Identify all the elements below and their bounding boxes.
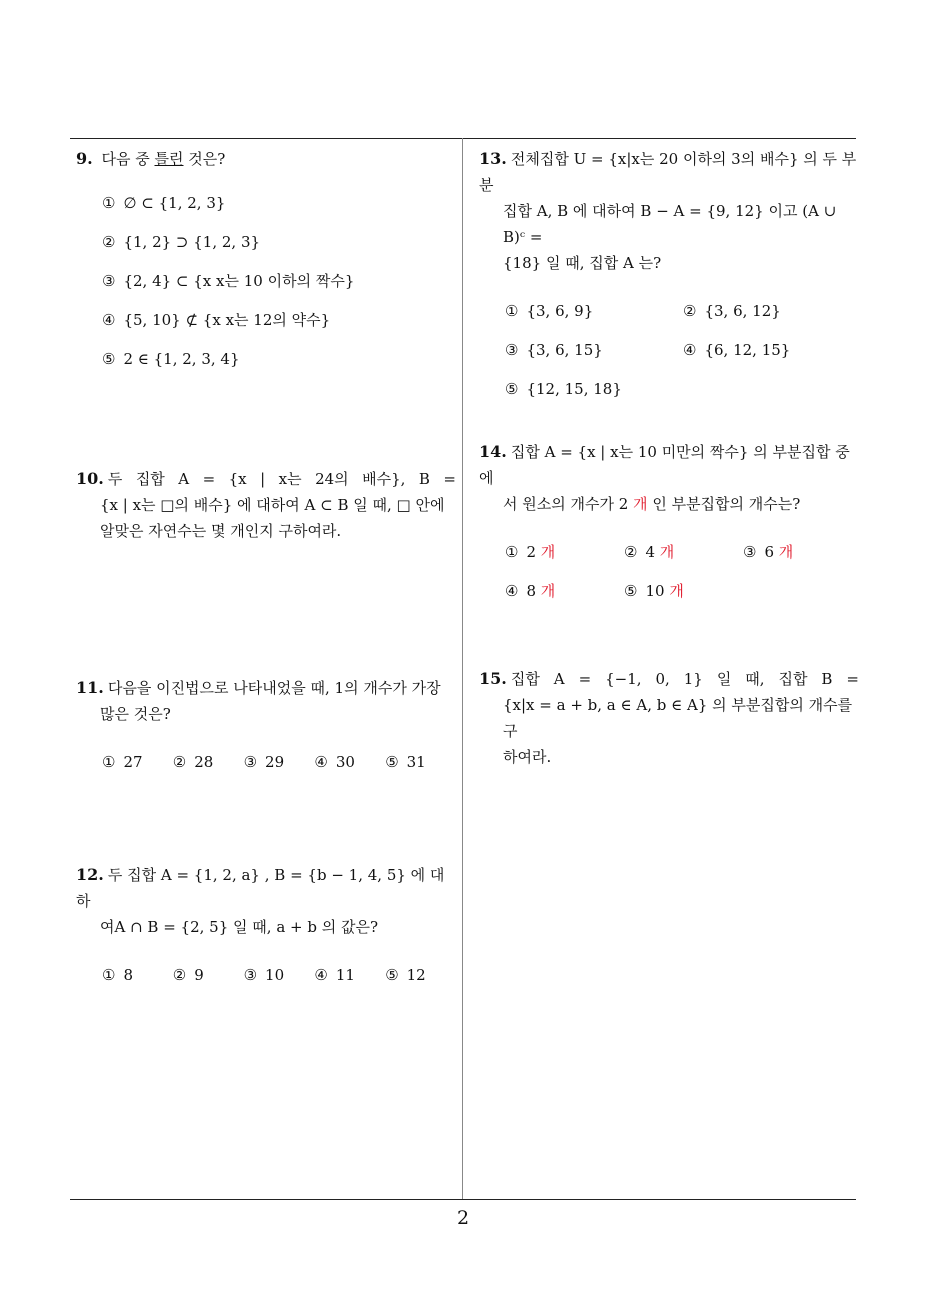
stem-emphasis: 틀린 <box>154 150 184 168</box>
stem-line: {x|x = a + b, a ∈ A, b ∈ A} 의 부분집합의 개수를 구 <box>503 696 853 740</box>
problem-number: 14. <box>479 442 507 461</box>
choice-list <box>479 539 861 604</box>
problem-number: 12. <box>76 865 104 884</box>
choice-item[interactable] <box>385 749 456 775</box>
stem-line: {18} 일 때, 집합 A 는? <box>503 254 662 272</box>
stem-line <box>76 466 456 492</box>
choice-text: 31 <box>406 753 426 771</box>
choice-mark: ① <box>505 302 519 320</box>
unit-text: 개 <box>540 543 556 561</box>
stem-line <box>479 146 861 198</box>
choice-item[interactable] <box>505 298 683 324</box>
choice-item[interactable] <box>102 307 456 346</box>
choice-mark: ① <box>505 543 519 561</box>
choice-text: 4 <box>645 543 660 561</box>
choice-mark: ⑤ <box>385 966 399 984</box>
choice-mark: ② <box>172 753 187 771</box>
stem-line: 하여라. <box>503 748 552 766</box>
choice-item[interactable] <box>743 539 862 565</box>
stem-line <box>479 666 859 692</box>
problem-12 <box>76 862 456 988</box>
choice-text: {3, 6, 15} <box>526 341 603 359</box>
choice-text: {1, 2} ⊃ {1, 2, 3} <box>123 233 261 251</box>
choice-text: 6 <box>764 543 779 561</box>
stem-text: 다음 중 <box>101 150 155 168</box>
choice-text: {3, 6, 9} <box>526 302 594 320</box>
problem-9-stem <box>76 146 456 172</box>
choice-text: {12, 15, 18} <box>526 380 622 398</box>
choice-text: 12 <box>406 966 426 984</box>
choice-list <box>76 749 456 775</box>
choice-text: 8 <box>526 582 541 600</box>
choice-item[interactable] <box>102 749 173 775</box>
choice-mark: ② <box>624 543 638 561</box>
choice-mark: ⑤ <box>102 350 116 368</box>
choice-text: 11 <box>335 966 355 984</box>
choice-item[interactable] <box>173 962 244 988</box>
page-number: 2 <box>456 1207 470 1229</box>
stem-line <box>76 862 456 914</box>
choice-item[interactable] <box>505 337 683 363</box>
problem-12-stem <box>76 862 456 940</box>
choice-item[interactable] <box>244 749 315 775</box>
problem-14 <box>479 439 861 604</box>
problem-15-stem <box>479 666 859 770</box>
column-divider <box>462 138 463 1199</box>
stem-text: 두 집합 A = {1, 2, a} , B = {b − 1, 4, 5} 에 대하 <box>76 866 445 910</box>
bottom-rule <box>70 1199 856 1200</box>
choice-mark: ④ <box>505 582 519 600</box>
unit-text: 개 <box>778 543 794 561</box>
choice-mark: ④ <box>314 966 328 984</box>
choice-mark: ④ <box>102 311 116 329</box>
choice-text: 10 <box>265 966 285 984</box>
choice-mark: ③ <box>505 341 519 359</box>
choice-mark: ③ <box>243 966 258 984</box>
problem-13-stem <box>479 146 861 276</box>
choice-item[interactable] <box>314 749 385 775</box>
choice-item[interactable] <box>314 962 385 988</box>
problem-13 <box>479 146 861 402</box>
choice-item[interactable] <box>173 749 244 775</box>
unit-text: 개 <box>669 582 684 600</box>
choice-list <box>76 962 456 988</box>
stem-line: 알맞은 자연수는 몇 개인지 구하여라. <box>100 522 342 540</box>
stem-text: 두 집합 A = {x | x는 24의 배수}, B = <box>107 470 456 488</box>
choice-item[interactable] <box>244 962 315 988</box>
stem-line: {x | x는 □의 배수} 에 대하여 A ⊂ B 일 때, □ 안에 <box>100 496 445 514</box>
unit-text: 개 <box>659 543 675 561</box>
stem-line: 많은 것은? <box>100 705 171 723</box>
choice-text: 28 <box>194 753 214 771</box>
choice-text: 29 <box>265 753 285 771</box>
choice-item[interactable] <box>102 229 456 268</box>
choice-text: ∅ ⊂ {1, 2, 3} <box>123 194 226 212</box>
choice-mark: ① <box>102 194 116 212</box>
top-rule <box>70 138 856 139</box>
choice-item[interactable] <box>102 190 456 229</box>
unit-text: 개 <box>633 495 648 513</box>
stem-text: 서 원소의 개수가 2 <box>503 495 634 513</box>
stem-text: 전체집합 U = {x|x는 20 이하의 3의 배수} 의 두 부분 <box>479 150 857 194</box>
choice-mark: ③ <box>243 753 258 771</box>
stem-line <box>479 491 861 517</box>
choice-item[interactable] <box>683 337 861 363</box>
stem-text: 집합 A = {x | x는 10 미만의 짝수} 의 부분집합 중에 <box>479 443 850 487</box>
choice-text: {2, 4} ⊂ {x x는 10 이하의 짝수} <box>123 272 355 290</box>
choice-text: 2 ∈ {1, 2, 3, 4} <box>123 350 240 368</box>
choice-mark: ② <box>172 966 187 984</box>
stem-line <box>479 439 861 491</box>
problem-10-stem <box>76 466 456 544</box>
stem-line: 여A ∩ B = {2, 5} 일 때, a + b 의 값은? <box>100 918 379 936</box>
stem-line <box>76 675 456 701</box>
problem-14-stem <box>479 439 861 517</box>
choice-text: 9 <box>194 966 204 984</box>
choice-mark: ⑤ <box>505 380 519 398</box>
choice-mark: ③ <box>743 543 757 561</box>
problem-9 <box>76 146 456 385</box>
choice-item[interactable] <box>102 962 173 988</box>
choice-text: 10 <box>645 582 670 600</box>
choice-mark: ① <box>102 753 116 771</box>
problem-number: 13. <box>479 149 507 168</box>
problem-number: 15. <box>479 669 507 688</box>
choice-item[interactable] <box>505 578 624 604</box>
choice-item[interactable] <box>624 539 743 565</box>
choice-list <box>479 298 861 402</box>
choice-mark: ③ <box>102 272 116 290</box>
stem-text: 것은? <box>183 150 226 168</box>
choice-mark: ① <box>102 966 116 984</box>
choice-text: 2 <box>526 543 541 561</box>
choice-item[interactable] <box>102 346 456 385</box>
choice-text: 8 <box>123 966 133 984</box>
unit-text: 개 <box>540 582 556 600</box>
choice-item[interactable] <box>683 298 861 324</box>
problem-11-stem <box>76 675 456 727</box>
problem-number: 10. <box>76 469 104 488</box>
stem-text: 집합 A = {−1, 0, 1} 일 때, 집합 B = <box>510 670 859 688</box>
problem-number: 9. <box>76 149 93 168</box>
choice-item[interactable] <box>505 539 624 565</box>
choice-text: 30 <box>335 753 355 771</box>
choice-mark: ② <box>102 233 116 251</box>
choice-mark: ④ <box>314 753 328 771</box>
choice-item[interactable] <box>505 376 683 402</box>
choice-mark: ⑤ <box>385 753 399 771</box>
problem-10 <box>76 466 456 544</box>
choice-item[interactable] <box>385 962 456 988</box>
choice-text: {3, 6, 12} <box>704 302 781 320</box>
problem-15 <box>479 666 859 770</box>
choice-mark: ④ <box>683 341 697 359</box>
problem-11 <box>76 675 456 775</box>
choice-text: {6, 12, 15} <box>704 341 791 359</box>
choice-item[interactable] <box>102 268 456 307</box>
stem-text: 인 부분집합의 개수는? <box>647 495 801 513</box>
choice-item[interactable] <box>624 578 743 604</box>
choice-text: {5, 10} ⊄ {x x는 12의 약수} <box>123 311 331 329</box>
choice-text: 27 <box>123 753 143 771</box>
stem-text: 다음을 이진법으로 나타내었을 때, 1의 개수가 가장 <box>107 679 441 697</box>
choice-list <box>76 190 456 385</box>
choice-mark: ⑤ <box>624 582 638 600</box>
problem-number: 11. <box>76 678 104 697</box>
choice-mark: ② <box>683 302 697 320</box>
stem-line: 집합 A, B 에 대하여 B − A = {9, 12} 이고 (A ∪ B)ᶜ = <box>503 202 837 246</box>
